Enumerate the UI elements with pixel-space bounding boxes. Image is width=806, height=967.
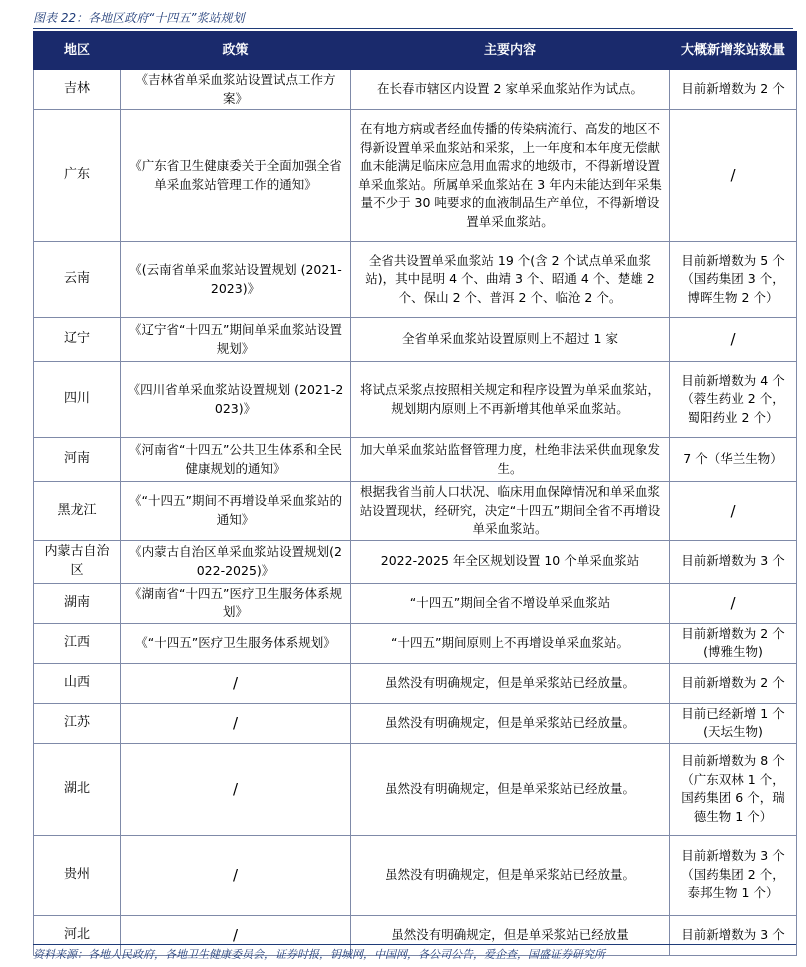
table-row <box>34 835 797 915</box>
region-cell: 黑龙江 <box>34 482 121 541</box>
region-cell: 湖北 <box>34 743 121 835</box>
policy-cell: 《“十四五”医疗卫生服务体系规划》 <box>121 623 351 663</box>
count-cell: 目前新增数为 5 个（国药集团 3 个，博晖生物 2 个） <box>670 242 797 318</box>
content-cell: “十四五”期间全省不增设单采血浆站 <box>351 583 670 623</box>
table-row <box>34 540 797 583</box>
policy-cell: 《广东省卫生健康委关于全面加强全省单采血浆站管理工作的通知》 <box>121 110 351 242</box>
table-row <box>34 703 797 743</box>
region-cell: 贵州 <box>34 835 121 915</box>
header-row <box>34 32 797 70</box>
policy-cell: / <box>121 663 351 703</box>
content-cell: 将试点采浆点按照相关规定和程序设置为单采血浆站，规划期内原则上不再新增其他单采血浆站。 <box>351 362 670 438</box>
count-cell: 目前新增数为 4 个（蓉生药业 2 个，蜀阳药业 2 个） <box>670 362 797 438</box>
policy-cell: 《河南省“十四五”公共卫生体系和全民健康规划的通知》 <box>121 438 351 482</box>
policy-cell: 《“十四五”期间不再增设单采血浆站的通知》 <box>121 482 351 541</box>
count-cell: 目前新增数为 3 个 <box>670 915 797 955</box>
content-cell: “十四五”期间原则上不再增设单采血浆站。 <box>351 623 670 663</box>
policy-cell: / <box>121 835 351 915</box>
region-cell: 江苏 <box>34 703 121 743</box>
table-row <box>34 663 797 703</box>
policy-cell: 《内蒙古自治区单采血浆站设置规划(2022-2025)》 <box>121 540 351 583</box>
table-row <box>34 482 797 541</box>
policy-cell: / <box>121 915 351 955</box>
region-cell: 江西 <box>34 623 121 663</box>
count-cell: 目前新增数为 3 个（国药集团 2 个，泰邦生物 1 个） <box>670 835 797 915</box>
count-cell: 7 个（华兰生物） <box>670 438 797 482</box>
header-count: 大概新增浆站数量 <box>670 32 797 70</box>
source-note: 资料来源：各地人民政府，各地卫生健康委员会，证券时报，钥城网，中国网，各公司公告，爱企查，国盛证券研究所 <box>33 944 796 965</box>
policy-cell: 《四川省单采血浆站设置规划 (2021-2023)》 <box>121 362 351 438</box>
region-cell: 辽宁 <box>34 318 121 362</box>
count-cell: 目前新增数为 2 个 <box>670 70 797 110</box>
policy-cell: 《吉林省单采血浆站设置试点工作方案》 <box>121 70 351 110</box>
count-cell: 目前新增数为 2 个 <box>670 663 797 703</box>
header-content: 主要内容 <box>351 32 670 70</box>
region-cell: 河北 <box>34 915 121 955</box>
plasma-station-table <box>33 31 797 956</box>
region-cell: 云南 <box>34 242 121 318</box>
content-cell: 全省共设置单采血浆站 19 个(含 2 个试点单采血浆站)，其中昆明 4 个、曲靖 3 个、昭通 4 个、楚雄 2 个、保山 2 个、普洱 2 个、临沧 2 个。 <box>351 242 670 318</box>
count-cell: 目前新增数为 8 个（广东双林 1 个，国药集团 6 个，瑞德生物 1 个） <box>670 743 797 835</box>
count-cell: 目前新增数为 2 个(博雅生物) <box>670 623 797 663</box>
region-cell: 吉林 <box>34 70 121 110</box>
table-row <box>34 110 797 242</box>
content-cell: 根据我省当前人口状况、临床用血保障情况和单采血浆站设置现状，经研究，决定“十四五”期间全省不再增设单采血浆站。 <box>351 482 670 541</box>
table-row <box>34 362 797 438</box>
header-policy: 政策 <box>121 32 351 70</box>
table-row <box>34 318 797 362</box>
content-cell: 在有地方病或者经血传播的传染病流行、高发的地区不得新设置单采血浆站和采浆，上一年度和本年度无偿献血未能满足临床应急用血需求的地级市，不得新增设置单采血浆站。所属单采血浆站在 3 年内未能达到年采集量不少于 30 吨要求的血液制品生产单位，不得新增设置单采血浆站。 <box>351 110 670 242</box>
policy-cell: / <box>121 703 351 743</box>
count-cell: / <box>670 110 797 242</box>
table-row <box>34 438 797 482</box>
table-row <box>34 242 797 318</box>
count-cell: / <box>670 482 797 541</box>
count-cell: / <box>670 318 797 362</box>
region-cell: 山西 <box>34 663 121 703</box>
count-cell: / <box>670 583 797 623</box>
count-cell: 目前已经新增 1 个(天坛生物) <box>670 703 797 743</box>
header-region: 地区 <box>34 32 121 70</box>
policy-cell: / <box>121 743 351 835</box>
content-cell: 加大单采血浆站监督管理力度，杜绝非法采供血现象发生。 <box>351 438 670 482</box>
table-row <box>34 743 797 835</box>
content-cell: 全省单采血浆站设置原则上不超过 1 家 <box>351 318 670 362</box>
region-cell: 内蒙古自治区 <box>34 540 121 583</box>
policy-cell: 《(云南省单采血浆站设置规划 (2021-2023)》 <box>121 242 351 318</box>
content-cell: 2022-2025 年全区规划设置 10 个单采血浆站 <box>351 540 670 583</box>
table-row <box>34 70 797 110</box>
region-cell: 四川 <box>34 362 121 438</box>
region-cell: 河南 <box>34 438 121 482</box>
region-cell: 湖南 <box>34 583 121 623</box>
policy-cell: 《湖南省“十四五”医疗卫生服务体系规划》 <box>121 583 351 623</box>
policy-cell: 《辽宁省“十四五”期间单采血浆站设置规划》 <box>121 318 351 362</box>
table-row <box>34 623 797 663</box>
content-cell: 虽然没有明确规定，但是单采浆站已经放量 <box>351 915 670 955</box>
content-cell: 虽然没有明确规定，但是单采浆站已经放量。 <box>351 835 670 915</box>
count-cell: 目前新增数为 3 个 <box>670 540 797 583</box>
content-cell: 虽然没有明确规定，但是单采浆站已经放量。 <box>351 703 670 743</box>
content-cell: 虽然没有明确规定，但是单采浆站已经放量。 <box>351 663 670 703</box>
table-caption: 图表 22：各地区政府“十四五”浆站规划 <box>33 8 793 29</box>
region-cell: 广东 <box>34 110 121 242</box>
content-cell: 在长春市辖区内设置 2 家单采血浆站作为试点。 <box>351 70 670 110</box>
content-cell: 虽然没有明确规定，但是单采浆站已经放量。 <box>351 743 670 835</box>
table-row <box>34 583 797 623</box>
